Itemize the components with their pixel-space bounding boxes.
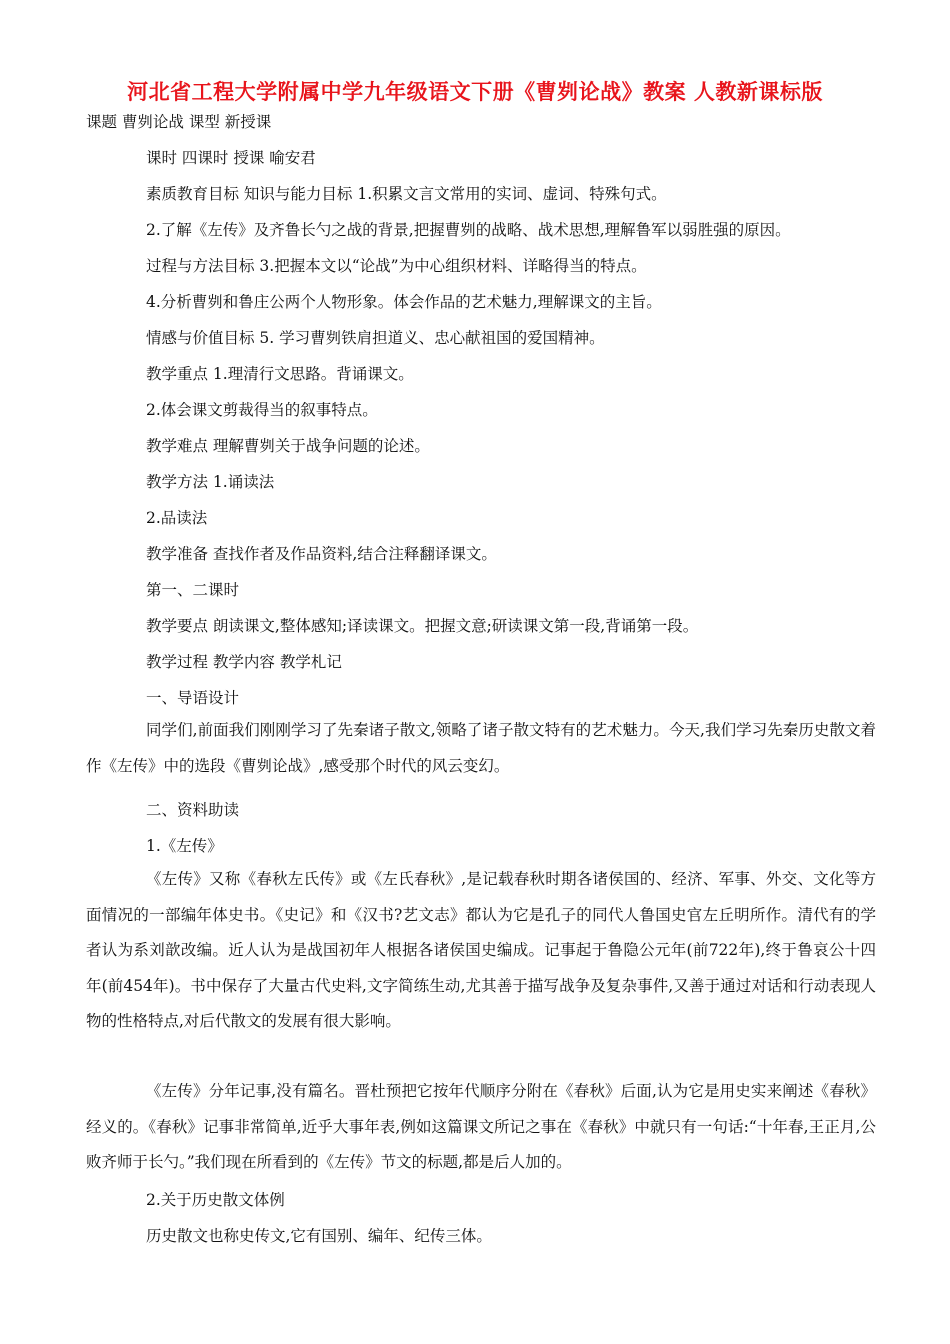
item-2-heading: 2.关于历史散文体例 xyxy=(146,1191,285,1209)
key-point-1-line: 教学重点 1.理清行文思路。背诵课文。 xyxy=(146,365,414,383)
document-title: 河北省工程大学附属中学九年级语文下册《曹刿论战》教案 人教新课标版 xyxy=(127,80,823,104)
item-1-heading: 1.《左传》 xyxy=(146,837,223,855)
objective-knowledge-line: 素质教育目标 知识与能力目标 1.积累文言文常用的实词、虚词、特殊句式。 xyxy=(146,185,667,203)
process-heading-line: 教学过程 教学内容 教学札记 xyxy=(146,653,342,671)
method-2-line: 2.品读法 xyxy=(146,509,208,527)
zuozhuan-paragraph-2: 《左传》分年记事,没有篇名。晋杜预把它按年代顺序分附在《春秋》后面,认为它是用史实来阐述《春秋》经义的。《春秋》记事非常简单,近乎大事年表,例如这篇课文所记之事在《春秋》中就只有一句话:“十年春,王正月,公败齐师于长勺。”我们现在所看到的《左传》节文的标题,都是后人加的。 xyxy=(86,1082,876,1171)
section-2-heading: 二、资料助读 xyxy=(146,801,240,819)
section-1-heading: 一、导语设计 xyxy=(146,689,240,707)
item-2-text: 历史散文也称史传文,它有国别、编年、纪传三体。 xyxy=(146,1227,492,1245)
objective-characters-line: 4.分析曹刿和鲁庄公两个人物形象。体会作品的艺术魅力,理解课文的主旨。 xyxy=(146,293,662,311)
lesson-points-line: 教学要点 朗读课文,整体感知;译读课文。把握文意;研读课文第一段,背诵第一段。 xyxy=(146,617,699,635)
objective-background-line: 2.了解《左传》及齐鲁长勺之战的背景,把握曹刿的战略、战术思想,理解鲁军以弱胜强的原因。 xyxy=(146,221,791,239)
key-point-2-line: 2.体会课文剪裁得当的叙事特点。 xyxy=(146,401,378,419)
objective-process-line: 过程与方法目标 3.把握本文以“论战”为中心组织材料、详略得当的特点。 xyxy=(146,257,647,275)
preparation-line: 教学准备 查找作者及作品资料,结合注释翻译课文。 xyxy=(146,545,497,563)
difficulty-line: 教学难点 理解曹刿关于战争问题的论述。 xyxy=(146,437,430,455)
intro-paragraph: 同学们,前面我们刚刚学习了先秦诸子散文,领略了诸子散文特有的艺术魅力。今天,我们学习先秦历史散文着作《左传》中的选段《曹刿论战》,感受那个时代的风云变幻。 xyxy=(86,721,876,775)
subject-line: 课题 曹刿论战 课型 新授课 xyxy=(86,113,272,131)
objective-values-line: 情感与价值目标 5. 学习曹刿铁肩担道义、忠心献祖国的爱国精神。 xyxy=(146,329,605,347)
class-hours-line: 课时 四课时 授课 喻安君 xyxy=(146,149,316,167)
zuozhuan-paragraph-1: 《左传》又称《春秋左氏传》或《左氏春秋》,是记载春秋时期各诸侯国的、经济、军事、外交、文化等方面情况的一部编年体史书。《史记》和《汉书?艺文志》都认为它是孔子的同代人鲁国史官左丘明所作。清代有的学者认为系刘歆改编。近人认为是战国初年人根据各诸侯国史编成。记事起于鲁隐公元年(前722年),终于鲁哀公十四年(前454年)。书中保存了大量古代史料,文字简练生动,尤其善于描写战争及复杂事件,又善于通过对话和行动表现人物的性格特点,对后代散文的发展有很大影响。 xyxy=(86,870,876,1030)
method-1-line: 教学方法 1.诵读法 xyxy=(146,473,275,491)
lesson-heading: 第一、二课时 xyxy=(146,581,240,599)
